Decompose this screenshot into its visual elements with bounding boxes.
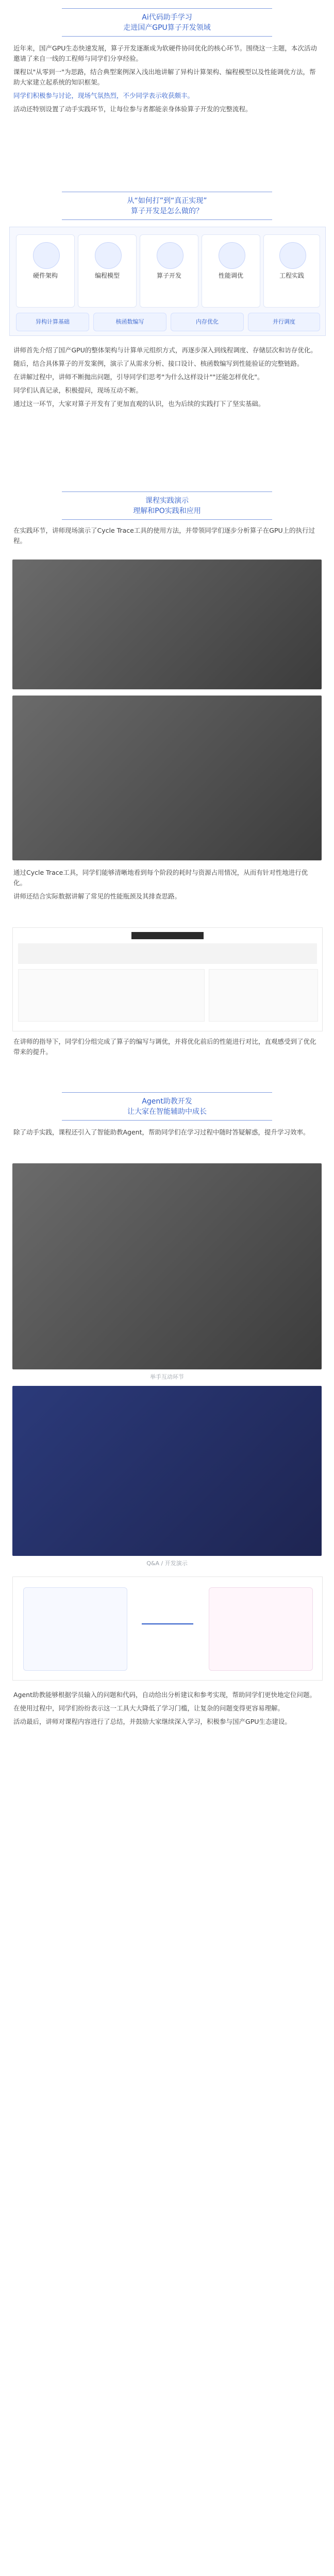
- divider: [62, 1092, 272, 1093]
- feature-card: 算子开发: [140, 234, 198, 308]
- section-title: 从“如何打”到“真正实现”: [127, 197, 207, 205]
- student-photo: [12, 696, 322, 860]
- code-icon: [95, 242, 122, 269]
- body-paragraph: 在实践环节，讲师现场演示了Cycle Trace工具的使用方法，并带领同学们逐步分析算子在GPU上的执行过程。: [13, 527, 315, 545]
- tools-icon: [279, 242, 306, 269]
- body-paragraph: Agent助教能够根据学员输入的问题和代码，自动给出分析建议和参考实现，帮助同学们更快地定位问题。 在使用过程中，同学们纷纷表示这一工具大大降低了学习门槛，让复杂的问题变得更容易理解。 活动最后，讲师对课程内容进行了总结，并鼓励大家继续深入学习，积极参与国产GPU生态建设。: [13, 1691, 316, 1725]
- section-title: 课程实践演示: [145, 497, 189, 505]
- photo-caption: 举手互动环节: [150, 1374, 184, 1380]
- divider: [62, 519, 272, 520]
- classroom-photo: [12, 560, 322, 689]
- section-subtitle: 让大家在智能辅助中成长: [127, 1108, 207, 1116]
- divider: [62, 8, 272, 9]
- feature-pill: 并行调度: [248, 313, 320, 331]
- chip-icon: [33, 242, 60, 269]
- lecture-photo: [12, 1163, 322, 1369]
- body-paragraph: 近年来，国产GPU生态快速发展，算子开发逐渐成为软硬件协同优化的核心环节。围绕这一主题，本次活动邀请了来自一线的工程师与同学们分享经验。 课程以"从零到一"为思路，结合典型案例深入浅出地讲解了异构计算架构、编程模型以及性能调优方法，帮助大家建立起系统的知识框架。 同学们积极参与讨论，现场气氛热烈，不少同学表示收获颇丰。 活动还特别设置了动手实践环节，让每位参与者都能亲身体验算子开发的完整流程。: [13, 44, 317, 113]
- body-paragraph: 讲师首先介绍了国产GPU的整体架构与计算单元组织方式，再逐步深入到线程调度、存储层次和访存优化。 随后，结合具体算子的开发案例，演示了从需求分析、接口设计、核函数编写到性能验证的完整链路。 在讲解过程中，讲师不断抛出问题，引导同学们思考"为什么这样设计""还能怎样优化"。 同学们认真记录，积极提问，现场互动不断。 通过这一环节，大家对算子开发有了更加直观的认识，也为后续的实践打下了坚实基础。: [13, 346, 317, 408]
- photo-caption: Q&A / 开发演示: [146, 1560, 188, 1567]
- body-paragraph: 在讲师的指导下，同学们分组完成了算子的编写与调优，并将优化前后的性能进行对比，直观感受到了优化带来的提升。: [13, 1038, 316, 1056]
- section-subtitle: 算子开发是怎么做的？: [131, 207, 203, 215]
- gear-icon: [157, 242, 183, 269]
- body-paragraph: 除了动手实践，课程还引入了智能助教Agent，帮助同学们在学习过程中随时答疑解惑，提升学习效率。: [13, 1128, 310, 1136]
- feature-card: 工程实践: [263, 234, 320, 308]
- divider: [62, 219, 272, 220]
- section-subtitle: 走进国产GPU算子开发领域: [123, 24, 211, 32]
- body-paragraph: 通过Cycle Trace工具，同学们能够清晰地看到每个阶段的耗时与资源占用情况，从而有针对性地进行优化。 讲师还结合实际数据讲解了常见的性能瓶颈及其排查思路。: [13, 869, 308, 900]
- agent-diagram: [12, 1577, 323, 1681]
- feature-card: 编程模型: [78, 234, 137, 308]
- feature-card: 硬件架构: [16, 234, 75, 308]
- feature-card: 性能调优: [202, 234, 260, 308]
- feature-pill: 核函数编写: [93, 313, 166, 331]
- section-subtitle: 理解和PO实践和应用: [133, 507, 201, 515]
- section-title: Ai代码助手学习: [142, 13, 192, 22]
- divider: [62, 1120, 272, 1121]
- feature-pill: 异构计算基础: [16, 313, 89, 331]
- chart-icon: [219, 242, 245, 269]
- section-title: Agent助教开发: [142, 1097, 192, 1106]
- tool-screenshot: [12, 927, 323, 1031]
- feature-pill: 内存优化: [171, 313, 244, 331]
- divider: [62, 36, 272, 37]
- qa-photo: [12, 1386, 322, 1556]
- feature-diagram: [9, 227, 326, 336]
